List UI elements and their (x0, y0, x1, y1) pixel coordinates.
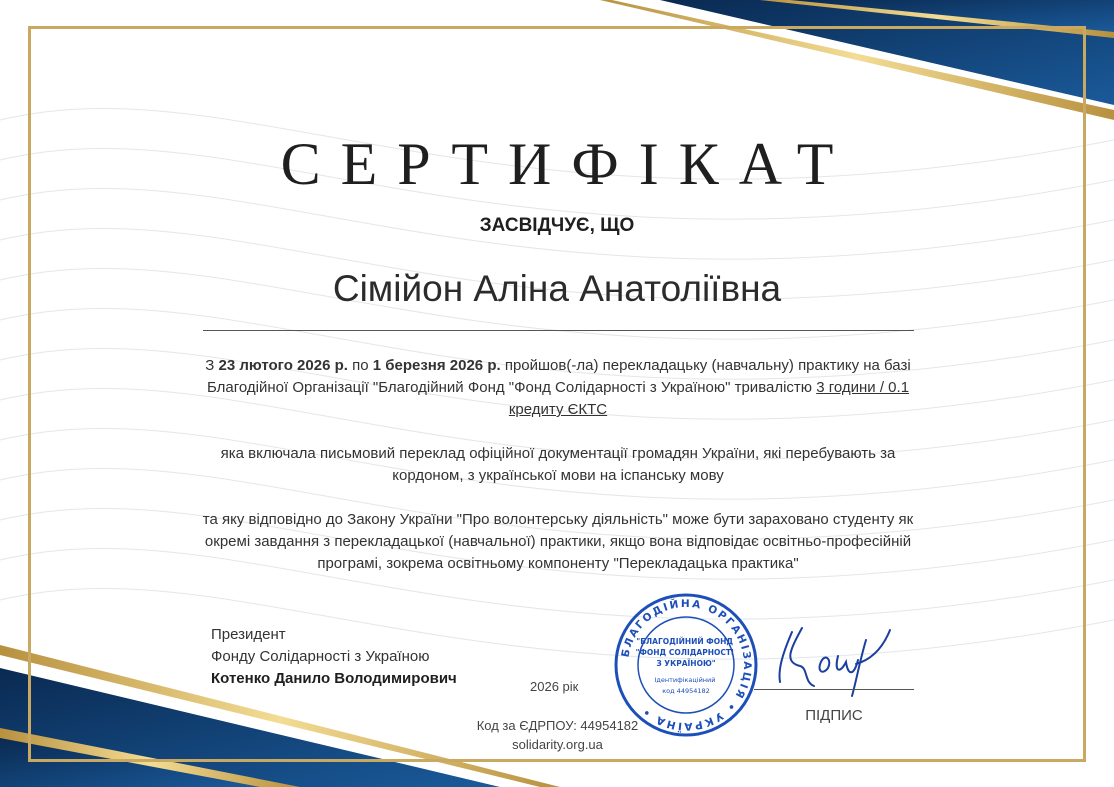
handwritten-signature (770, 610, 910, 700)
name-underline (203, 330, 914, 331)
certifies-heading: ЗАСВІДЧУЄ, ЩО (479, 215, 635, 236)
signature-label: ПІДПИС (805, 707, 863, 724)
edrpou-code: Код за ЄДРПОУ: 44954182 (476, 718, 639, 733)
signatory-name: Котенко Данило Володимирович (211, 670, 457, 687)
duration: 3 години / 0.1 кредиту ЄКТС (508, 379, 910, 418)
svg-text:БЛАГОДІЙНА ОРГАНІЗАЦІЯ • УКРАЇ: БЛАГОДІЙНА ОРГАНІЗАЦІЯ • УКРАЇНА • (619, 597, 754, 733)
certificate-title: СЕРТИФІКАТ (280, 131, 854, 197)
website: solidarity.org.ua (512, 737, 603, 752)
legal-basis-paragraph: та яку відповідно до Закону України "Про волонтерську діяльність" може бути зараховано студенту як окремі завдання з перекладацької (навчальної) практики, якщо вона відповідає освітньо-професійній програмі, зокрема освітньому компоненту "Перекладацька практика" (202, 511, 914, 572)
signature-line (754, 689, 914, 690)
signatory-org: Фонду Солідарності з Україною (211, 648, 430, 665)
date-from: 23 лютого 2026 р. (218, 357, 348, 374)
practice-content-paragraph: яка включала письмовий переклад офіційної документації громадян України, які перебувають за кордоном, з української мови на іспанську мову (220, 445, 896, 484)
svg-text:Ідентифікаційний код 44954: Ідентифікаційний код 44954182 (654, 676, 716, 695)
signatory-block (211, 624, 457, 690)
svg-text:"БЛАГОДІЙНИЙ ФОНД "ФОНД СО: "БЛАГОДІЙНИЙ ФОНД "ФОНД СОЛІДАРНОСТІ З УКРАЇНОЮ" (635, 637, 734, 668)
organization-stamp (613, 592, 759, 738)
date-to: 1 березня 2026 р. (372, 357, 501, 374)
recipient-name: Сімійон Аліна Анатоліївна (332, 268, 782, 309)
practice-period-paragraph: З 23 лютого 2026 р. по 1 березня 2026 р. пройшов(-ла) перекладацьку (навчальну) практику на базі Благодійної Організації "Благодійний Фонд "Фонд Солідарності з Україною" тривалістю 3 години / 0.1 кредиту ЄКТС (205, 357, 911, 418)
signatory-role: Президент (211, 626, 286, 643)
issue-year: 2026 рік (530, 679, 579, 694)
